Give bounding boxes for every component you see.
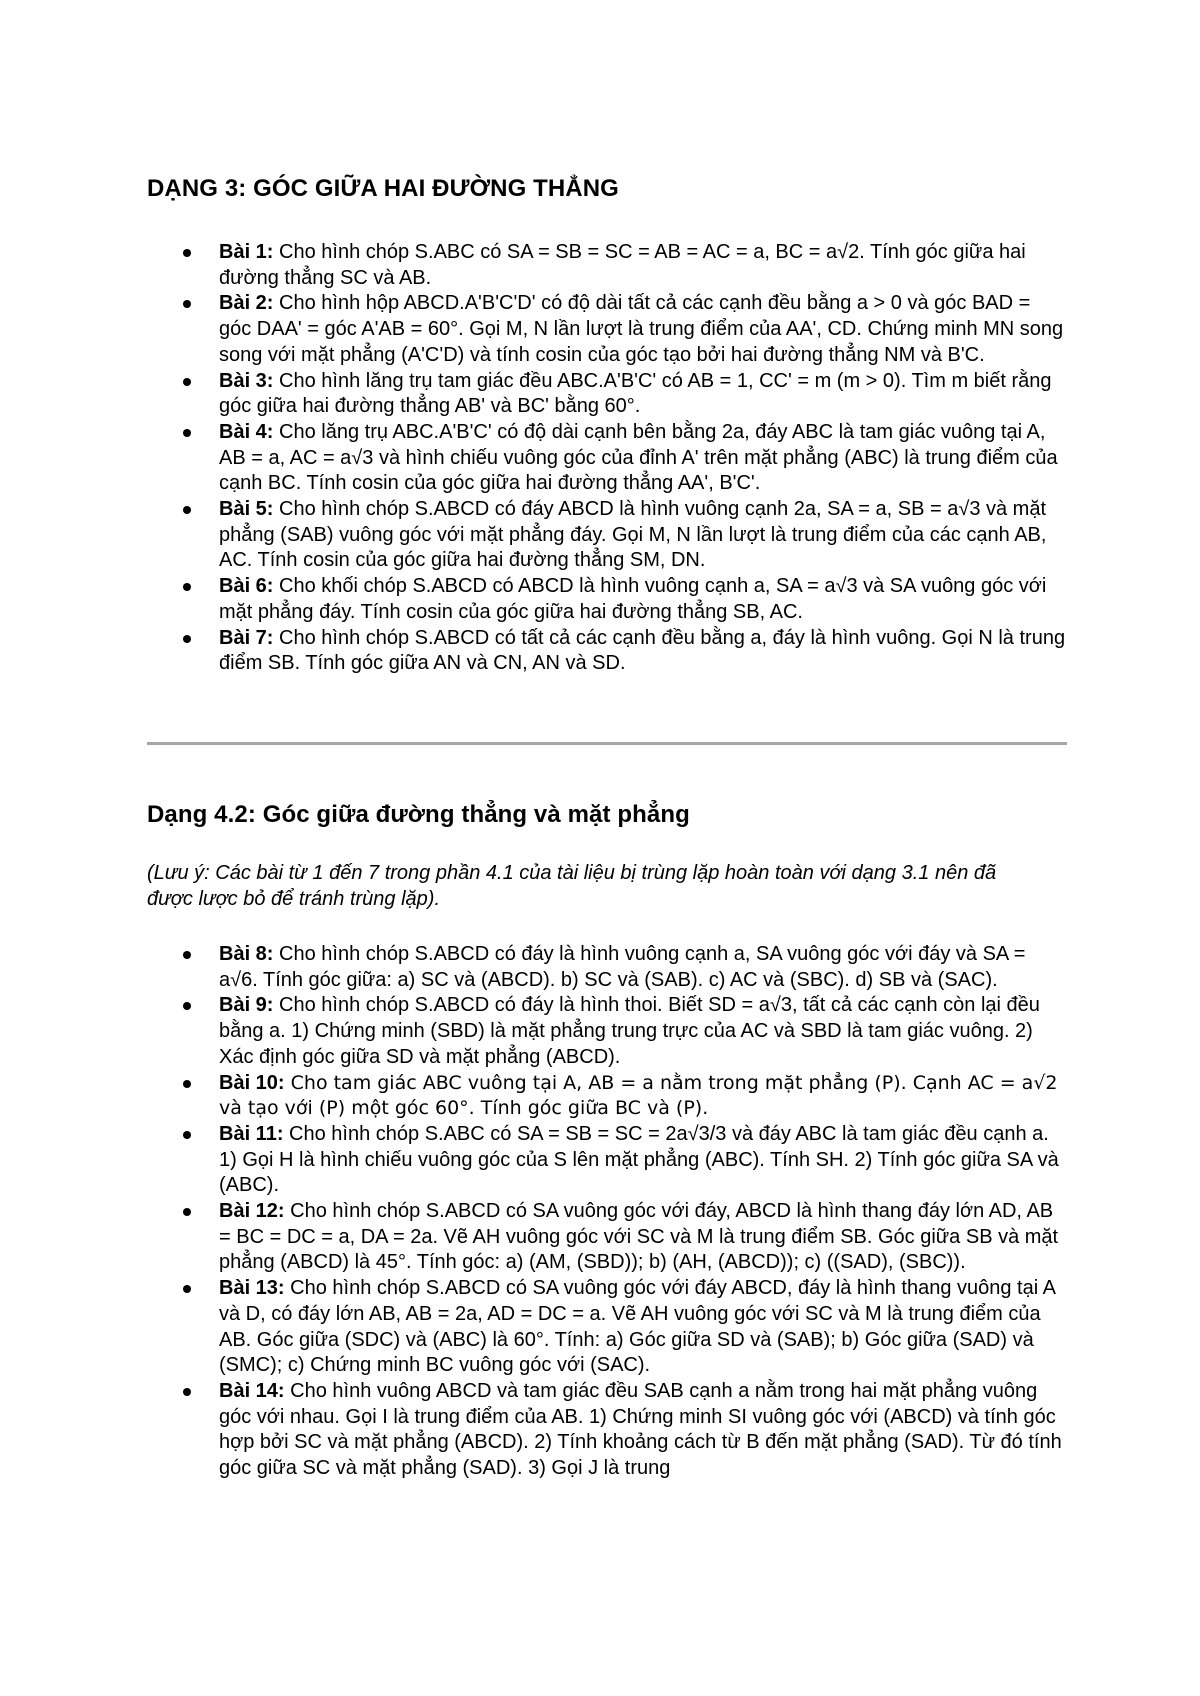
exercise-item bbox=[219, 497, 1067, 574]
exercise-text: Cho tam giác ABC vuông tại A, AB = a nằm trong mặt phẳng (P). Cạnh AC = a√2 và tạo với (P) một góc 60°. Tính góc giữa BC và (P). bbox=[219, 1071, 1058, 1120]
exercise-text: Cho hình chóp S.ABCD có đáy là hình thoi. Biết SD = a√3, tất cả các cạnh còn lại đều bằng a. 1) Chứng minh (SBD) là mặt phẳng trung trực của AC và SBD là tam giác vuông. 2) Xác định góc giữa SD và mặt phẳng (ABCD). bbox=[219, 994, 1040, 1068]
exercise-item bbox=[219, 1071, 1067, 1122]
exercise-label: Bài 10: bbox=[219, 1071, 285, 1094]
bullet-icon bbox=[183, 378, 191, 386]
exercise-text: Cho khối chóp S.ABCD có ABCD là hình vuông cạnh a, SA = a√3 và SA vuông góc với mặt phẳng đáy. Tính cosin của góc giữa hai đường thẳng SB, AC. bbox=[219, 575, 1047, 623]
exercise-text: Cho hình hộp ABCD.A'B'C'D' có độ dài tất cả các cạnh đều bằng a > 0 và góc BAD = góc DAA' = góc A'AB = 60°. Gọi M, N lần lượt là trung điểm của AA', CD. Chứng minh MN song song với mặt phẳng (A'C'D) và tính cosin của góc tạo bởi hai đường thẳng NM và B'C. bbox=[219, 292, 1064, 366]
exercise-text: Cho hình chóp S.ABCD có tất cả các cạnh đều bằng a, đáy là hình vuông. Gọi N là trung điểm SB. Tính góc giữa AN và CN, AN và SD. bbox=[219, 626, 1066, 675]
exercise-label: Bài 14: bbox=[219, 1379, 285, 1402]
exercise-item bbox=[219, 369, 1067, 420]
exercise-text: Cho hình lăng trụ tam giác đều ABC.A'B'C' có AB = 1, CC' = m (m > 0). Tìm m biết rằng góc giữa hai đường thẳng AB' và BC' bằng 60°. bbox=[219, 369, 1052, 418]
horizontal-divider bbox=[147, 742, 1067, 745]
exercise-label: Bài 6: bbox=[219, 575, 274, 598]
exercise-list bbox=[147, 240, 1067, 677]
exercise-item bbox=[219, 1122, 1067, 1199]
exercise-item bbox=[219, 574, 1067, 625]
exercise-item bbox=[219, 1379, 1067, 1482]
bullet-icon bbox=[183, 300, 191, 308]
exercise-text: Cho hình chóp S.ABCD có SA vuông góc với đáy ABCD, đáy là hình thang vuông tại A và D, có đáy lớn AB, AB = 2a, AD = DC = a. Vẽ AH vuông góc với SC và M là trung điểm của AB. Góc giữa (SDC) và (ABC) là 60°. Tính: a) Góc giữa SD và (SAB); b) Góc giữa (SAD) và (SMC); c) Chứng minh BC vuông góc với (SAC). bbox=[219, 1277, 1055, 1377]
section-heading: Dạng 4.2: Góc giữa đường thẳng và mặt phẳng bbox=[147, 801, 690, 828]
bullet-icon bbox=[183, 951, 191, 959]
bullet-icon bbox=[183, 1208, 191, 1216]
exercise-text: Cho hình chóp S.ABCD có đáy là hình vuông cạnh a, SA vuông góc với đáy và SA = a√6. Tính góc giữa: a) SC và (ABCD). b) SC và (SAB). c) AC và (SBC). d) SB và (SAC). bbox=[219, 943, 1026, 991]
exercise-label: Bài 3: bbox=[219, 369, 274, 392]
exercise-label: Bài 7: bbox=[219, 626, 274, 649]
exercise-list bbox=[147, 942, 1067, 1482]
exercise-text: Cho lăng trụ ABC.A'B'C' có độ dài cạnh bên bằng 2a, đáy ABC là tam giác vuông tại A, AB = a, AC = a√3 và hình chiếu vuông góc của đỉnh A' trên mặt phẳng (ABC) là trung điểm của cạnh BC. Tính cosin của góc giữa hai đường thẳng AA', B'C'. bbox=[219, 420, 1058, 495]
exercise-item bbox=[219, 942, 1067, 993]
exercise-label: Bài 11: bbox=[219, 1122, 284, 1145]
exercise-label: Bài 4: bbox=[219, 420, 274, 443]
exercise-item bbox=[219, 626, 1067, 677]
exercise-label: Bài 2: bbox=[219, 292, 274, 315]
bullet-icon bbox=[183, 635, 191, 643]
exercise-item bbox=[219, 993, 1067, 1070]
exercise-label: Bài 12: bbox=[219, 1200, 285, 1223]
section-dang-3 bbox=[147, 174, 1067, 677]
exercise-text: Cho hình chóp S.ABC có SA = SB = SC = 2a√3/3 và đáy ABC là tam giác đều cạnh a. 1) Gọi H là hình chiếu vuông góc của S lên mặt phẳng (ABC). Tính SH. 2) Tính góc giữa SA và (ABC). bbox=[219, 1122, 1059, 1197]
bullet-icon bbox=[183, 249, 191, 257]
bullet-icon bbox=[183, 1388, 191, 1396]
exercise-label: Bài 8: bbox=[219, 943, 274, 965]
exercise-item bbox=[219, 240, 1067, 291]
exercise-item bbox=[219, 291, 1067, 368]
exercise-item bbox=[219, 1276, 1067, 1379]
exercise-label: Bài 1: bbox=[219, 241, 274, 263]
exercise-item bbox=[219, 1199, 1067, 1276]
exercise-label: Bài 5: bbox=[219, 498, 274, 521]
exercise-text: Cho hình chóp S.ABC có SA = SB = SC = AB = AC = a, BC = a√2. Tính góc giữa hai đường thẳng SC và AB. bbox=[219, 241, 1026, 289]
bullet-icon bbox=[183, 583, 191, 591]
note-text: (Lưu ý: Các bài từ 1 đến 7 trong phần 4.1 của tài liệu bị trùng lặp hoàn toàn với dạng 3.1 nên đã được lược bỏ để tránh trùng lặp). bbox=[147, 862, 997, 910]
bullet-icon bbox=[183, 1131, 191, 1139]
exercise-label: Bài 9: bbox=[219, 994, 274, 1017]
bullet-icon bbox=[183, 1002, 191, 1010]
bullet-icon bbox=[183, 506, 191, 514]
bullet-icon bbox=[183, 1080, 191, 1088]
bullet-icon bbox=[183, 1285, 191, 1293]
section-heading: DẠNG 3: GÓC GIỮA HAI ĐƯỜNG THẲNG bbox=[147, 175, 619, 202]
exercise-text: Cho hình chóp S.ABCD có SA vuông góc với đáy, ABCD là hình thang đáy lớn AD, AB = BC = DC = a, DA = 2a. Vẽ AH vuông góc với SC và M là trung điểm SB. Góc giữa SB và mặt phẳng (ABCD) là 45°. Tính góc: a) (AM, (SBD)); b) (AH, (ABCD)); c) ((SAD), (SBC)). bbox=[219, 1200, 1059, 1274]
section-dang-4-2 bbox=[147, 800, 1067, 1482]
exercise-label: Bài 13: bbox=[219, 1277, 285, 1300]
bullet-icon bbox=[183, 429, 191, 437]
exercise-text: Cho hình vuông ABCD và tam giác đều SAB cạnh a nằm trong hai mặt phẳng vuông góc với nhau. Gọi I là trung điểm của AB. 1) Chứng minh SI vuông góc với (ABCD) và tính góc hợp bởi SC và mặt phẳng (ABCD). 2) Tính khoảng cách từ B đến mặt phẳng (SAD). Từ đó tính góc giữa SC và mặt phẳng (SAD). 3) Gọi J là trung bbox=[219, 1379, 1062, 1480]
exercise-item bbox=[219, 420, 1067, 497]
exercise-text: Cho hình chóp S.ABCD có đáy ABCD là hình vuông cạnh 2a, SA = a, SB = a√3 và mặt phẳng (SAB) vuông góc với mặt phẳng đáy. Gọi M, N lần lượt là trung điểm của các cạnh AB, AC. Tính cosin của góc giữa hai đường thẳng SM, DN. bbox=[219, 498, 1047, 572]
